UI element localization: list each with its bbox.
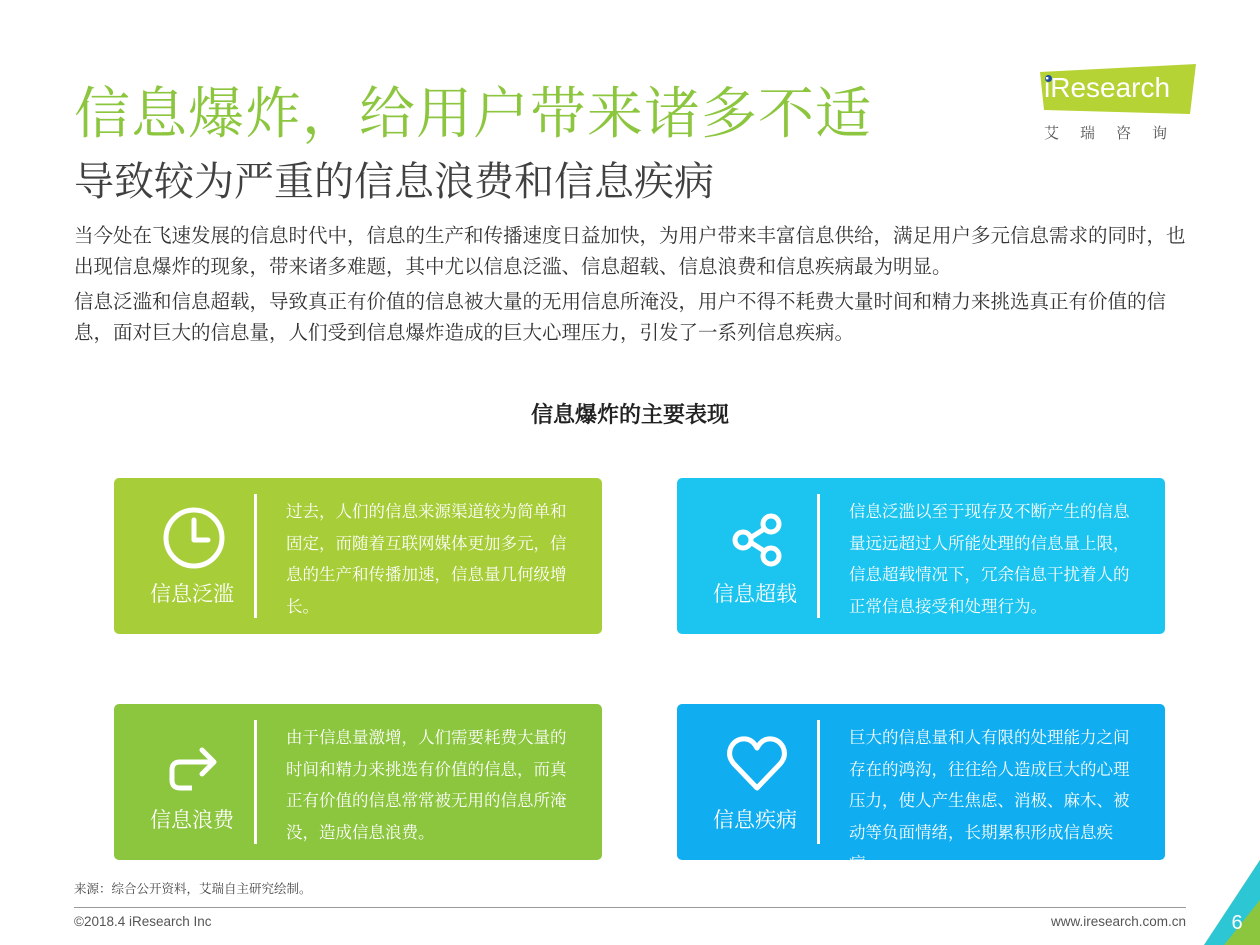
footer-divider (74, 907, 1186, 908)
card-divider (817, 494, 820, 618)
clock-icon (162, 506, 226, 570)
section-title: 信息爆炸的主要表现 (530, 403, 729, 428)
redirect-arrow-icon (162, 732, 226, 796)
heart-icon (725, 732, 789, 796)
page-subtitle: 导致较为严重的信息浪费和信息疾病 (74, 159, 714, 205)
logo-chinese-text: 艾瑞咨询 (1044, 124, 1189, 142)
share-icon (725, 506, 789, 570)
card-divider (254, 494, 257, 618)
card-label: 信息浪费 (150, 808, 234, 832)
card-information-disease (677, 704, 1165, 873)
card-label: 信息疾病 (713, 808, 797, 832)
card-description: 巨大的信息量和人有限的处理能力之间存在的鸿沟，往往给人造成巨大的心理压力，使人产生焦虑、消极、麻木、被动等负面情绪，长期累积形成信息疾病。 (849, 728, 1130, 873)
logo-brand-text: iResearch (1044, 72, 1171, 103)
intro-paragraph-1: 当今处在飞速发展的信息时代中，信息的生产和传播速度日益加快，为用户带来丰富信息供给，满足用户多元信息需求的同时，也出现信息爆炸的现象，带来诸多难题，其中尤以信息泛滥、信息超载、信息浪费和信息疾病最为明显。 (74, 224, 1186, 278)
website-link[interactable]: www.iresearch.com.cn (1050, 914, 1186, 929)
card-divider (817, 720, 820, 844)
card-description: 由于信息量激增，人们需要耗费大量的时间和精力来挑选有价值的信息，而真正有价值的信息常常被无用的信息所淹没，造成信息浪费。 (286, 728, 567, 842)
intro-paragraph-2: 信息泛滥和信息超载，导致真正有价值的信息被大量的无用信息所淹没，用户不得不耗费大量时间和精力来挑选真正有价值的信息，面对巨大的信息量，人们受到信息爆炸造成的巨大心理压力，引发了一系列信息疾病。 (74, 290, 1167, 344)
card-label: 信息超载 (713, 582, 797, 606)
card-label: 信息泛滥 (150, 582, 234, 606)
card-information-overload (677, 478, 1165, 634)
card-description: 过去，人们的信息来源渠道较为简单和固定，而随着互联网媒体更加多元，信息的生产和传播加速，信息量几何级增长。 (286, 502, 567, 616)
page-title: 信息爆炸，给用户带来诸多不适 (74, 82, 872, 147)
card-divider (254, 720, 257, 844)
copyright-text: ©2018.4 iResearch Inc (74, 914, 212, 929)
iresearch-logo (1040, 64, 1200, 144)
card-information-waste (114, 704, 602, 860)
card-information-flood (114, 478, 602, 634)
card-description: 信息泛滥以至于现存及不断产生的信息量远远超过人所能处理的信息量上限，信息超载情况下，冗余信息干扰着人的正常信息接受和处理行为。 (849, 502, 1130, 616)
source-note: 来源：综合公开资料，艾瑞自主研究绘制。 (74, 881, 312, 896)
page-number: 6 (1231, 912, 1243, 934)
